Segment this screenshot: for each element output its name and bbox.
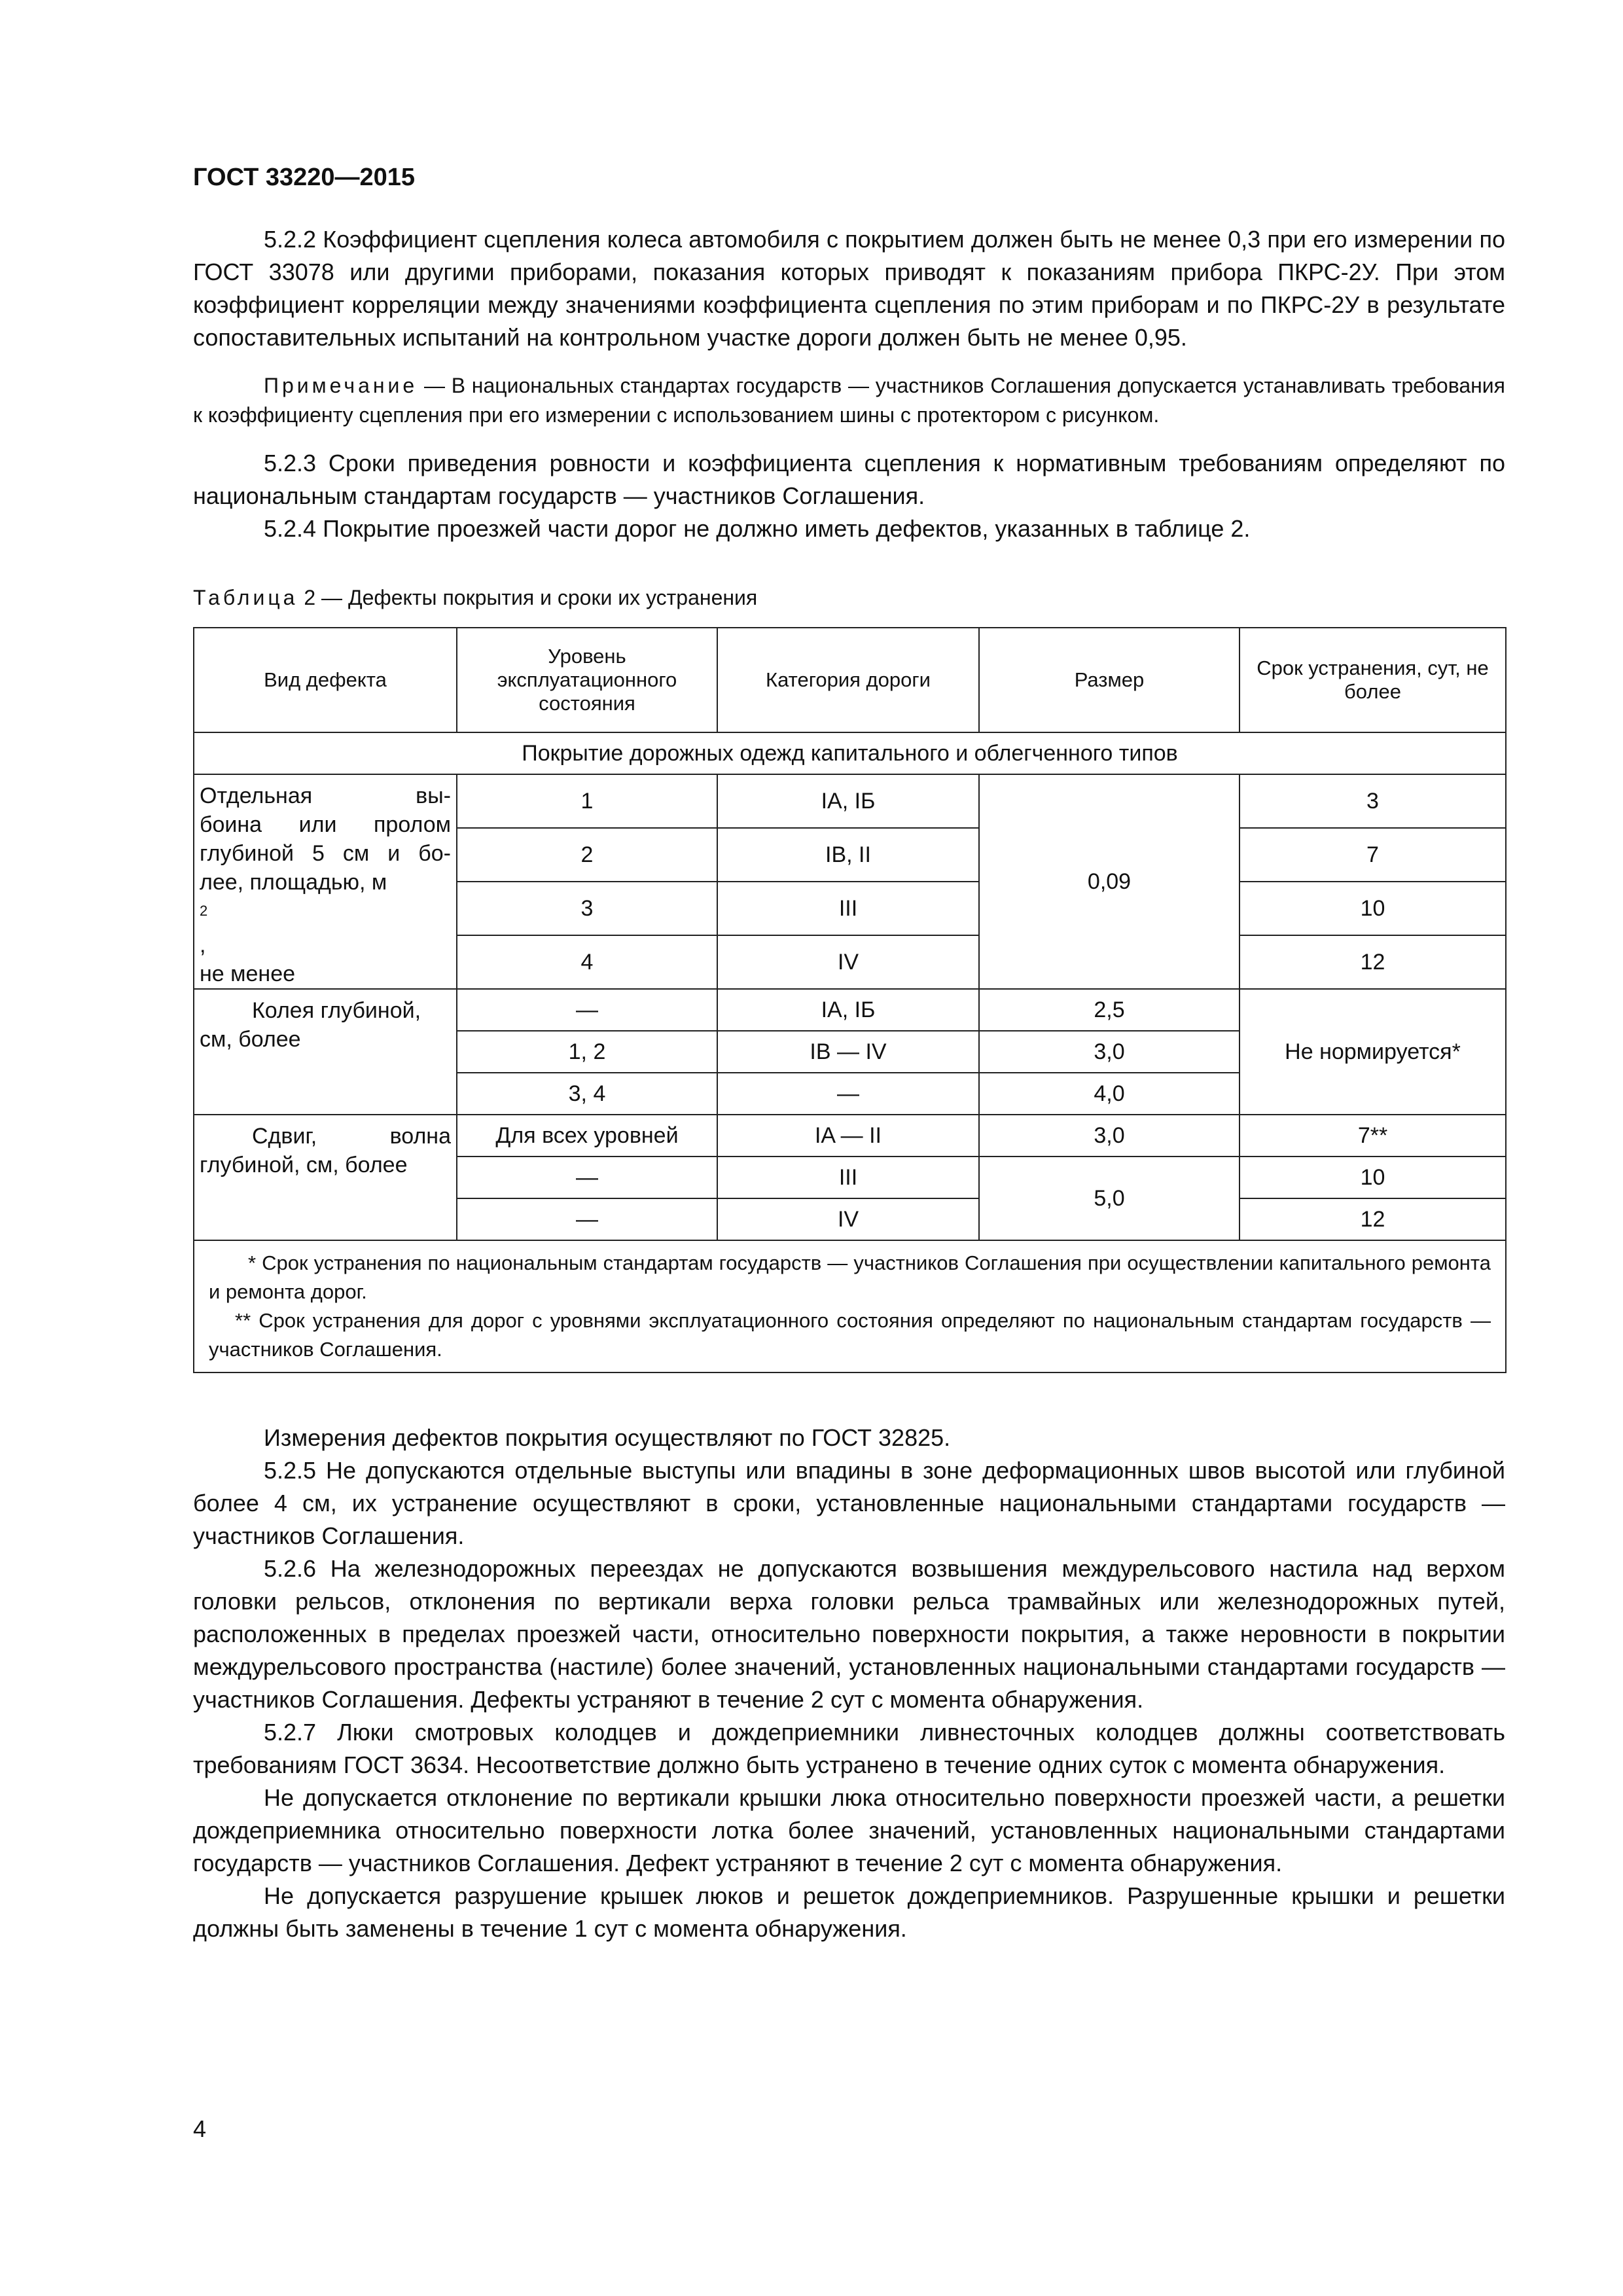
header-size: Размер [979, 628, 1240, 732]
cell-size: 3,0 [979, 1115, 1240, 1157]
cell-term: 7** [1240, 1115, 1506, 1157]
cell-size: 2,5 [979, 989, 1240, 1031]
cell-category: IA, IБ [717, 989, 979, 1031]
header-term: Срок устранения, сут, не более [1240, 628, 1506, 732]
cell-term: 10 [1240, 882, 1506, 935]
cell-level: 3, 4 [457, 1073, 717, 1115]
table-header-row [194, 628, 1506, 732]
cell-level: Для всех уровней [457, 1115, 717, 1157]
cell-size: 4,0 [979, 1073, 1240, 1115]
paragraph-5-2-6: 5.2.6 На железнодорожных переездах не допускаются возвышения междурельсового настила над верхом головки рельсов, отклонения по вертикали верха головки рельса трамвайных или железнодорожных путей, расположенных в пределах проезжей части, относительно поверхности покрытия, а также неровности в покрытии междурельсового пространства (настиле) более значений, установленных национальными стандартами государств — участников Соглашения. Дефекты устраняют в течение 2 сут с момента обнаружения. [193, 1555, 1505, 1713]
header-kind: Вид дефекта [194, 628, 457, 732]
cell-term: 7 [1240, 828, 1506, 882]
paragraph-5-2-7-b: Не допускается отклонение по вертикали крышки люка относительно поверхности проезжей части, а решетки дождеприемника относительно поверхности лотка более значений, установленных национальными стандартами государств — участников Соглашения. Дефект устраняют в течение 2 сут с момента обнаружения. [193, 1784, 1505, 1877]
page-number: 4 [193, 2115, 207, 2142]
defects-table [193, 627, 1507, 1373]
table-row [194, 1115, 1506, 1157]
cell-size: 5,0 [979, 1157, 1240, 1240]
cell-category: — [717, 1073, 979, 1115]
paragraph-5-2-2: 5.2.2 Коэффициент сцепления колеса автомобиля с покрытием должен быть не менее 0,3 при его измерении по ГОСТ 33078 или другими приборами, показания которых приводят к показаниям прибора ПКРС-2У. При этом коэффициент корреляции между значениями коэффициента сцепления по этим приборам и по ПКРС-2У в результате сопоставительных испытаний на контрольном участке дороги должен быть не менее 0,95. [193, 226, 1505, 351]
table-caption [193, 586, 1505, 610]
table-row [194, 989, 1506, 1031]
section-title: Покрытие дорожных одежд капитального и облегченного типов [194, 732, 1506, 774]
cell-category: IV [717, 935, 979, 989]
paragraph-measure: Измерения дефектов покрытия осуществляют по ГОСТ 32825. [264, 1424, 951, 1452]
defect-kind-shift: Сдвиг, волна глубиной, см, более [194, 1115, 457, 1240]
table-caption-text: 2 — Дефекты покрытия и сроки их устранения [298, 586, 758, 609]
paragraph-5-2-3: 5.2.3 Сроки приведения ровности и коэффициента сцепления к нормативным требованиям определяют по национальным стандартам государств — участников Соглашения. [193, 450, 1505, 509]
footnote-2: ** Срок устранения для дорог с уровнями эксплуатационного состояния определяют по национальным стандартам государств — участников Соглашения. [209, 1309, 1491, 1361]
cell-term: 3 [1240, 774, 1506, 828]
document-header: ГОСТ 33220—2015 [193, 164, 416, 191]
cell-level: — [457, 1157, 717, 1198]
cell-level: 3 [457, 882, 717, 935]
cell-term: 12 [1240, 1198, 1506, 1240]
footnote-1: * Срок устранения по национальным стандартам государств — участников Соглашения при осуществлении капитального ремонта и ремонта дорог. [209, 1251, 1491, 1304]
cell-level: 2 [457, 828, 717, 882]
table-footnotes [194, 1240, 1506, 1372]
cell-category: IV [717, 1198, 979, 1240]
defect-kind-pothole: Отдельная вы- боина или пролом глубиной 5 см и бо- лее, площадью, м $^2$ , не менее [194, 774, 457, 989]
document-page [193, 164, 1505, 1945]
cell-size: 0,09 [979, 774, 1240, 989]
table-section-row [194, 732, 1506, 774]
header-category: Категория дороги [717, 628, 979, 732]
cell-category: IA — II [717, 1115, 979, 1157]
cell-category: IA, IБ [717, 774, 979, 828]
cell-size: 3,0 [979, 1031, 1240, 1073]
table-footnote-row [194, 1240, 1506, 1372]
cell-category: III [717, 1157, 979, 1198]
note-label: Примечание [264, 374, 418, 397]
cell-level: 1 [457, 774, 717, 828]
cell-level: — [457, 1198, 717, 1240]
table-row [194, 774, 1506, 828]
cell-term: 12 [1240, 935, 1506, 989]
paragraph-5-2-5: 5.2.5 Не допускаются отдельные выступы или впадины в зоне деформационных швов высотой или глубиной более 4 см, их устранение осуществляют в сроки, установленные национальными стандартами государств — участников Соглашения. [193, 1457, 1505, 1550]
paragraph-5-2-7: 5.2.7 Люки смотровых колодцев и дождеприемники ливнесточных колодцев должны соответствовать требованиям ГОСТ 3634. Несоответствие должно быть устранено в течение одних суток с момента обнаружения. [193, 1719, 1505, 1779]
cell-term: 10 [1240, 1157, 1506, 1198]
paragraph-5-2-7-c: Не допускается разрушение крышек люков и решеток дождеприемников. Разрушенные крышки и решетки должны быть заменены в течение 1 сут с момента обнаружения. [193, 1882, 1505, 1943]
paragraph-5-2-4: 5.2.4 Покрытие проезжей части дорог не должно иметь дефектов, указанных в таблице 2. [264, 515, 1251, 542]
cell-level: 1, 2 [457, 1031, 717, 1073]
note-text: — В национальных стандартах государств — участников Соглашения допускается устанавливать требования к коэффициенту сцепления при его измерении с использованием шины с протектором с рисунком. [193, 374, 1505, 427]
cell-term: Не нормируется* [1240, 989, 1506, 1115]
header-level: Уровень эксплуатационного состояния [457, 628, 717, 732]
cell-category: IB, II [717, 828, 979, 882]
note-paragraph [193, 371, 1505, 430]
cell-category: III [717, 882, 979, 935]
table-caption-label: Таблица [193, 586, 298, 609]
cell-level: — [457, 989, 717, 1031]
defect-kind-rut: Колея глубиной, см, более [194, 989, 457, 1115]
cell-category: IB — IV [717, 1031, 979, 1073]
cell-level: 4 [457, 935, 717, 989]
